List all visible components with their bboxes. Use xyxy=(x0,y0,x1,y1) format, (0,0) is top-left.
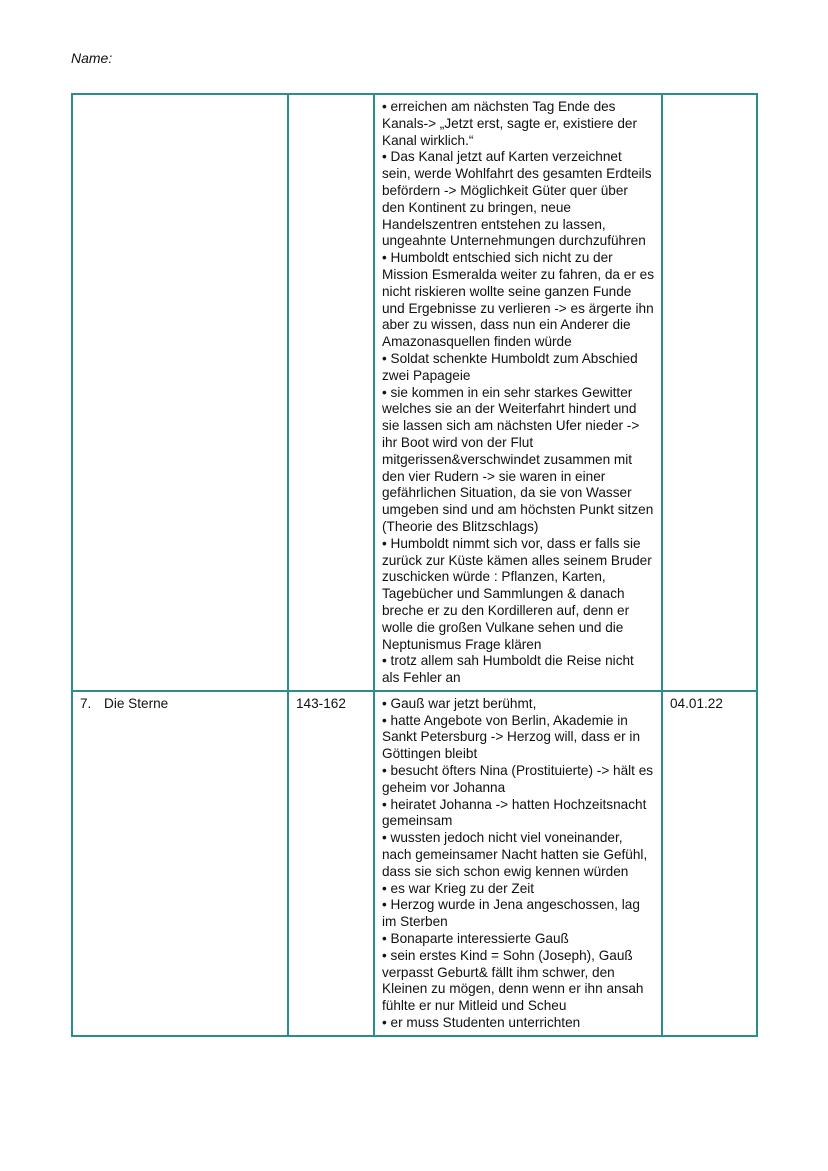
notes-cell xyxy=(374,691,662,1036)
note-item: • es war Krieg zu der Zeit xyxy=(382,880,535,896)
note-item: • Humboldt nimmt sich vor, dass er falls sie zurück zur Küste kämen alles seinem Bruder zuschicken würde : Pflanzen, Karten, Tagebücher und Sammlungen & danach breche er zu den Kordilleren auf, denn er wolle die großen Vulkane sehen und die Neptunismus Frage klären xyxy=(382,535,652,652)
note-item: • er muss Studenten unterrichten xyxy=(382,1015,581,1031)
note-item: • besucht öfters Nina (Prostituierte) -> hält es geheim vor Johanna xyxy=(382,763,654,795)
table-row xyxy=(72,691,757,1036)
note-item: • Humboldt entschied sich nicht zu der Mission Esmeralda weiter zu fahren, da er es nicht riskieren wollte seine ganzen Funde und Ergebnisse zu verlieren -> es ärgerte ihn aber zu wissen, dass nun ein Anderer die Amazonasquellen finden würde xyxy=(382,250,654,350)
pages-cell xyxy=(288,94,374,691)
note-item: • hatte Angebote von Berlin, Akademie in Sankt Petersburg -> Herzog will, dass er in Göttingen bleibt xyxy=(382,712,641,762)
note-item: • trotz allem sah Humboldt die Reise nicht als Fehler an xyxy=(382,653,634,686)
pages-cell: 143-162 xyxy=(288,691,374,1036)
note-item: • Gauß war jetzt berühmt, xyxy=(382,695,537,711)
note-item: • heiratet Johanna -> hatten Hochzeitsnacht gemeinsam xyxy=(382,796,647,829)
note-item: • Das Kanal jetzt auf Karten verzeichnet sein, werde Wohlfahrt des gesamten Erdteils befördern -> Möglichkeit Güter quer über den Kontinent zu bringen, neue Handelszentren entstehen zu lassen, ungeahnte Unternehmungen durchzuführen xyxy=(382,149,652,249)
note-item: • Bonaparte interessierte Gauß xyxy=(382,931,569,947)
note-item: • wussten jedoch nicht viel voneinander, nach gemeinsamer Nacht hatten sie Gefühl, dass sie sich schon ewig kennen würden xyxy=(382,830,648,879)
table-row xyxy=(72,94,757,691)
name-label: Name: xyxy=(71,50,113,66)
note-item: • erreichen am nächsten Tag Ende des Kanals-> „Jetzt erst, sagte er, existiere der Kanal wirklich.“ xyxy=(382,99,637,148)
chapter-cell xyxy=(72,691,288,1036)
note-item: • Herzog wurde in Jena angeschossen, lag im Sterben xyxy=(382,897,640,930)
note-item: • sie kommen in ein sehr starkes Gewitter welches sie an der Weiterfahrt hindert und sie lassen sich am nächsten Ufer nieder -> ihr Boot wird von der Flut mitgerissen&verschwindet zusammen mit den vier Rudern -> sie waren in einer gefährlichen Situation, da sie von Wasser umgeben sind und am höchsten Punkt sitzen (Theorie des Blitzschlags) xyxy=(382,384,654,534)
reading-log-table xyxy=(71,93,758,1037)
note-item: • Soldat schenkte Humboldt zum Abschied zwei Papageie xyxy=(382,350,638,383)
chapter-cell xyxy=(72,94,288,691)
date-cell xyxy=(662,94,757,691)
chapter-title: Die Sterne xyxy=(104,695,169,711)
note-item: • sein erstes Kind = Sohn (Joseph), Gauß verpasst Geburt& fällt ihm schwer, den Kleinen zu mögen, denn wenn er ihn ansah fühlte er nur Mitleid und Scheu xyxy=(382,947,644,1014)
chapter-number: 7. xyxy=(80,695,92,711)
date-cell: 04.01.22 xyxy=(662,691,757,1036)
notes-cell xyxy=(374,94,662,691)
